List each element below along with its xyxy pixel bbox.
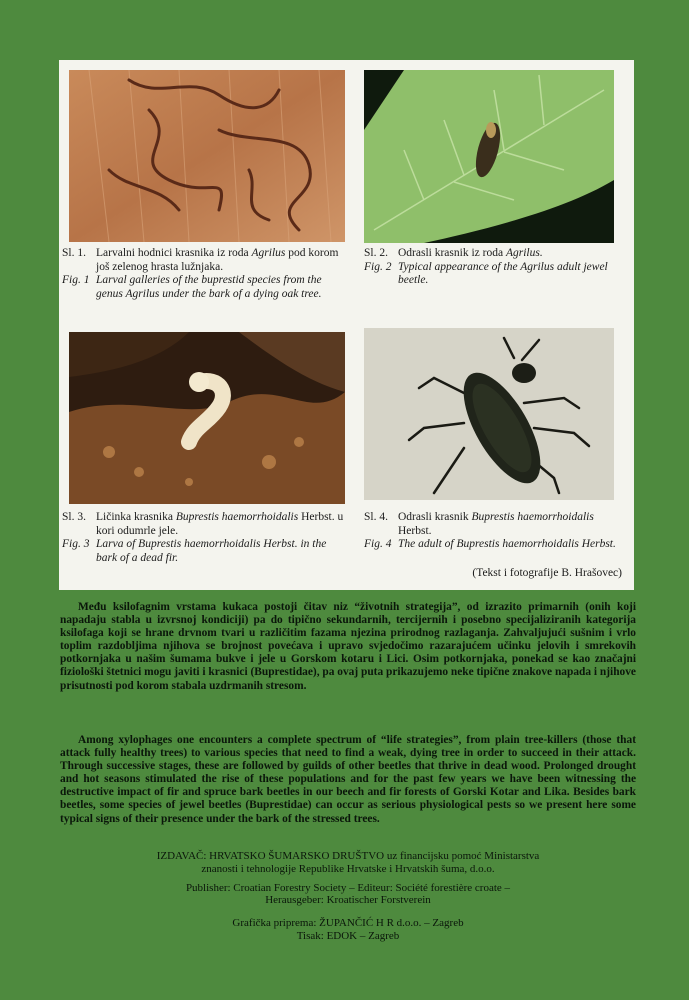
caption-fig4	[364, 511, 624, 552]
caption-hr-rest: pod korom još zelenog hrasta lužnjaka.	[96, 247, 339, 273]
photo-credit: (Tekst i fotografije B. Hrašovec)	[472, 567, 622, 579]
caption-label: Sl. 1.	[62, 247, 86, 259]
caption-en: Larval galleries of the buprestid species from the genus Agrilus under the bark of a dying oak tree.	[96, 274, 322, 300]
caption-hr: Odrasli krasnik	[398, 511, 472, 523]
publisher-line: Publisher: Croatian Forestry Society – Editeur: Société forestière croate –	[185, 881, 511, 894]
caption-genus: Agrilus.	[505, 247, 543, 259]
prepress-line: Grafička priprema: ŽUPANČIĆ H R d.o.o. – Zagreb	[232, 917, 464, 930]
caption-genus: Buprestis haemorrhoidalis	[175, 511, 299, 523]
caption-hr: Larvalni hodnici krasnika iz roda	[96, 247, 252, 259]
caption-hr-rest: Herbst.	[398, 524, 432, 537]
photo-panel	[59, 60, 634, 590]
paragraph-english: Among xylophages one encounters a complete spectrum of “life strategies”, from plain tree-killers (those that attack fully healthy trees) to various species that need to find a weak, dying tree in order to succeed in their attack. Through successive stages, these are followed by guilds of other beetles that thrive in dead wood. Prolonged drought and hot seasons stimulated the rise of these populations and for the past few years we have been witnessing the destructive impact of fir and spruce bark beetles in our beech and fir forests of Gorski Kotar and Lika. Besides bark beetles, some species of jewel beetles (Buprestidae) can occur as serious physiological pests so we present here some typical signs of their presence under the bark of the stressed trees.	[60, 734, 636, 825]
caption-en-label: Fig. 4	[364, 538, 392, 550]
caption-hr: Ličinka krasnika	[96, 511, 176, 523]
caption-en: Larva of Buprestis haemorrhoidalis Herbst. in the bark of a dead fir.	[96, 538, 327, 564]
publisher-credits	[60, 850, 636, 943]
caption-en-label: Fig. 1	[62, 274, 90, 286]
caption-en: Typical appearance of the Agrilus adult jewel beetle.	[398, 260, 608, 286]
photo-larval-galleries	[69, 70, 345, 242]
caption-label: Sl. 4.	[364, 511, 388, 523]
photo-buprestis-larva	[69, 332, 345, 504]
caption-genus: Agrilus	[251, 247, 286, 259]
caption-label: Sl. 3.	[62, 511, 86, 523]
photo-agrilus-adult	[364, 70, 614, 243]
publisher-line: znanosti i tehnologije Republike Hrvatske i Hrvatskih šuma, d.o.o.	[201, 862, 495, 875]
caption-genus: Buprestis haemorrhoidalis	[471, 511, 594, 523]
caption-en: The adult of Buprestis haemorrhoidalis Herbst.	[398, 538, 616, 550]
caption-fig1	[62, 247, 344, 301]
publisher-line: IZDAVAČ: HRVATSKO ŠUMARSKO DRUŠTVO uz financijsku pomoć Ministarstva	[156, 850, 540, 862]
caption-hr-rest: Herbst. u kori odumrle jele.	[96, 511, 344, 537]
caption-hr: Odrasli krasnik iz roda	[398, 247, 506, 259]
print-line: Tisak: EDOK – Zagreb	[296, 929, 400, 942]
publisher-line: Herausgeber: Kroatischer Forstverein	[265, 894, 431, 907]
caption-fig2	[364, 247, 619, 288]
caption-en-label: Fig. 3	[62, 538, 90, 550]
caption-label: Sl. 2.	[364, 247, 388, 259]
paragraph-croatian: Među ksilofagnim vrstama kukaca postoji čitav niz “životnih strategija”, od izrazito primarnih (onih koji napadaju stabla u izvrsnoj kondiciji) pa do tipično sekundarnih, tercijernih i posebno specijaliziranih kategorija ksilofaga koji se hrane drvnom tvari u različitim fazama njezina prirodnog razlaganja. Zahvaljujući sušnim i vrlo toplim razdobljima njihova se brojnost povećava i upravo svjedočimo razarajućem učinku jelovih i smrekovih potkornjaka u našim šumama bukve i jele u Gorskom kotaru i Lici. Osim potkornjaka, ponekad se kao značajni fiziološki štetnici mogu javiti i krasnici (Buprestidae), pa ovaj puta prikazujemo neke tipične znakove napada i njihove prisutnosti pod korom stabala uzdrmanih stresom.	[60, 601, 636, 692]
photo-buprestis-adult	[364, 328, 614, 500]
caption-en-label: Fig. 2	[364, 260, 392, 273]
caption-fig3	[62, 511, 344, 565]
